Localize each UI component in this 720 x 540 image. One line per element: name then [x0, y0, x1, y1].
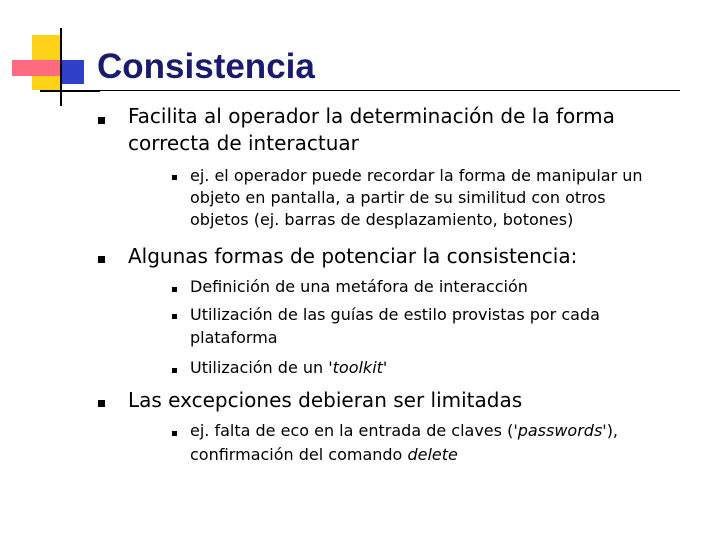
bullet-text-line: Algunas formas de potenciar la consistencia:	[128, 244, 578, 268]
bullet-marker	[98, 117, 105, 124]
bullet-marker	[98, 256, 105, 263]
sub-bullet-text-line: objeto en pantalla, a partir de su similitud con otros	[190, 188, 606, 207]
sub-bullet-text-line: Utilización de las guías de estilo provistas por cada	[190, 305, 600, 324]
bullet-text-line: Facilita al operador la determinación de la forma	[128, 104, 615, 128]
bullet-text-line: correcta de interactuar	[128, 131, 359, 155]
sub-bullet-text-italic: 'toolkit'	[328, 358, 388, 377]
sub-bullet-text-italic: 'passwords'	[513, 421, 607, 440]
sub-bullet-text-line: objetos (ej. barras de desplazamiento, botones)	[190, 210, 574, 229]
sub-bullet-text-line	[190, 357, 387, 379]
sub-bullet-text-line	[190, 420, 618, 442]
sub-bullet-marker	[172, 287, 177, 292]
sub-bullet-marker	[172, 368, 177, 373]
sub-bullet-text-suffix: ),	[606, 421, 619, 440]
sub-bullet-text-prefix: ej. falta de eco en la entrada de claves (	[190, 421, 514, 440]
deco-blue-square	[60, 60, 84, 84]
slide-title: Consistencia	[97, 47, 315, 86]
sub-bullet-text-line	[190, 444, 458, 466]
sub-bullet-marker	[172, 314, 177, 319]
sub-bullet-text-prefix: Utilización de un	[190, 358, 329, 377]
sub-bullet-marker	[172, 175, 177, 180]
sub-bullet-marker	[172, 431, 177, 436]
sub-bullet-text-prefix: confirmación del comando	[190, 445, 408, 464]
sub-bullet-text-line: plataforma	[190, 328, 278, 347]
sub-bullet-text-line: ej. el operador puede recordar la forma de manipular un	[190, 166, 643, 185]
deco-red-band	[12, 60, 60, 76]
deco-vertical-line	[60, 28, 62, 106]
bullet-marker	[98, 400, 105, 407]
sub-bullet-text-line: Definición de una metáfora de interacción	[190, 277, 528, 296]
bullet-text-line: Las excepciones debieran ser limitadas	[128, 388, 523, 412]
title-underline	[40, 90, 680, 91]
sub-bullet-text-italic: delete	[407, 445, 458, 464]
